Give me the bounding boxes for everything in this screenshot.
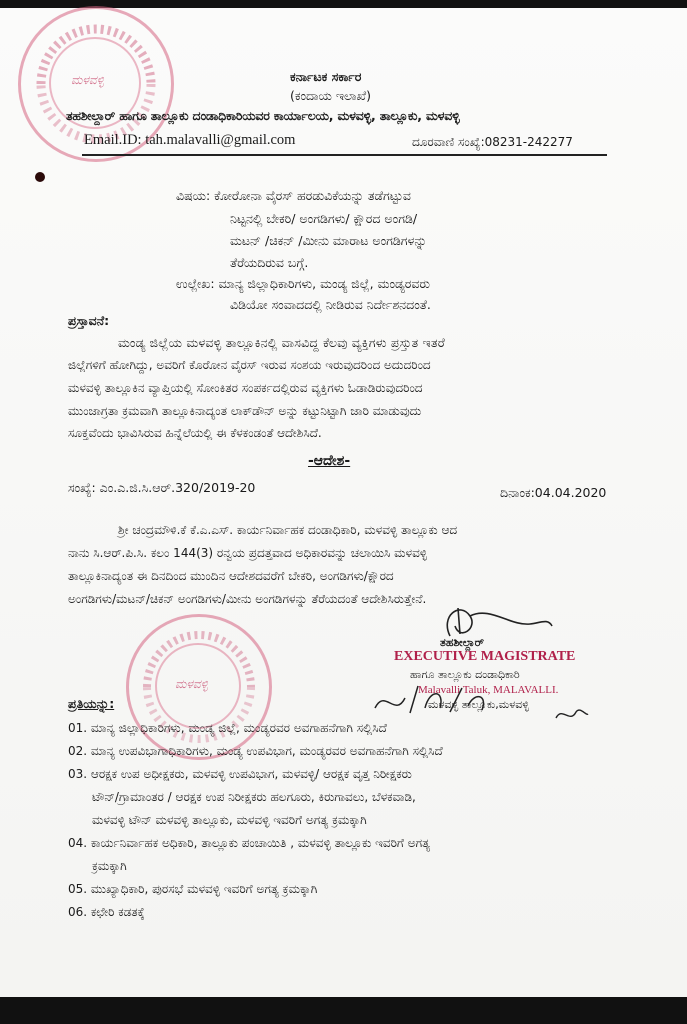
signatory-line-2: ಹಾಗೂ ತಾಲ್ಲೂಕು ದಂಡಾಧಿಕಾರಿ: [410, 668, 520, 681]
document-page: [0, 8, 687, 997]
preamble-line: ಮಂಡ್ಯ ಜಿಲ್ಲೆಯ ಮಳವಳ್ಳಿ ತಾಲ್ಲೂಕಿನಲ್ಲಿ ವಾಸವಿದ್ದ ಕೆಲವು ವ್ಯಕ್ತಿಗಳು ಪ್ರಸ್ತುತ ಇತರೆ: [118, 335, 446, 350]
order-line: ತಾಲ್ಲೂಕಿನಾದ್ಯಂತ ಈ ದಿನದಿಂದ ಮುಂದಿನ ಆದೇಶದವರೆಗೆ ಬೇಕರಿ, ಅಂಗಡಿಗಳು/ಕ್ಷೌರದ: [68, 569, 394, 583]
subject-line-1: ವಿಷಯ: ಕೋರೋನಾ ವೈರಸ್ ಹರಡುವಿಕೆಯನ್ನು ತಡೆಗಟ್ಟುವ: [176, 188, 411, 203]
preamble-line: ಮುಂಜಾಗ್ರತಾ ಕ್ರಮವಾಗಿ ತಾಲ್ಲೂಕಿನಾದ್ಯಂತ ಲಾಕ್‌ಡೌನ್ ಅನ್ನು ಕಟ್ಟುನಿಟ್ಟಾಗಿ ಜಾರಿ ಮಾಡುವುದು: [68, 404, 422, 418]
copy-item: 06. ಕಛೇರಿ ಕಡತಕ್ಕೆ: [68, 905, 145, 919]
order-line: ಶ್ರೀ ಚಂದ್ರಮೌಳಿ.ಕೆ ಕೆ.ಎ.ಎಸ್. ಕಾರ್ಯನಿರ್ವಾಹಕ ದಂಡಾಧಿಕಾರಿ, ಮಳವಳ್ಳಿ ತಾಲ್ಲೂಕು ಆದ: [118, 523, 458, 537]
executive-magistrate-stamp: EXECUTIVE MAGISTRATE: [394, 649, 576, 664]
preamble-line: ಜಿಲ್ಲೆಗಳಿಗೆ ಹೋಗಿದ್ದು, ಅವರಿಗೆ ಕೊರೋನ ವೈರಸ್ ಇರುವ ಸಂಶಯ ಇರುವುದರಿಂದ ಅದುದರಿಂದ: [68, 358, 431, 372]
seal-ring-icon: [129, 617, 269, 757]
seal-bottom-center-text: ಮಳವಳ್ಳಿ: [175, 677, 208, 691]
copy-item: ಕ್ರಮಕ್ಕಾಗಿ: [92, 859, 127, 873]
copies-heading: ಪ್ರತಿಯನ್ನು:: [68, 696, 115, 711]
order-number: ಸಂಖ್ಯೆ: ಎಂ.ಎ.ಜಿ.ಸಿ.ಆರ್.320/2019-20: [68, 480, 256, 495]
order-date: ದಿನಾಂಕ:04.04.2020: [500, 485, 607, 500]
reference-line-2: ವಿಡಿಯೋ ಸಂವಾದದಲ್ಲಿ ನೀಡಿರುವ ನಿರ್ದೇಶನದಂತೆ.: [230, 297, 431, 312]
reference-line-1: ಉಲ್ಲೇಖ: ಮಾನ್ಯ ಜಿಲ್ಲಾಧಿಕಾರಿಗಳು, ಮಂಡ್ಯ ಜಿಲ್ಲೆ, ಮಂಡ್ಯರವರು: [176, 276, 430, 291]
signatory-role-kannada: ತಹಶೀಲ್ದಾರ್: [440, 636, 485, 649]
copy-item: 02. ಮಾನ್ಯ ಉಪವಿಭಾಗಾಧಿಕಾರಿಗಳು, ಮಂಡ್ಯ ಉಪವಿಭಾಗ, ಮಂಡ್ಯರವರ ಅವಗಾಹನೆಗಾಗಿ ಸಲ್ಲಿಸಿದೆ: [68, 744, 443, 758]
subject-line-4: ತೆರೆಯದಿರುವ ಬಗ್ಗೆ.: [230, 255, 309, 270]
order-title: -ಆದೇಶ-: [308, 453, 351, 469]
seal-top-center-text: ಮಳವಳ್ಳಿ: [71, 73, 104, 87]
subject-line-2: ನಿಟ್ಟನಲ್ಲಿ ಬೇಕರಿ/ ಅಂಗಡಿಗಳು/ ಕ್ಷೌರದ ಅಂಗಡಿ/: [230, 211, 418, 226]
copy-item: 03. ಆರಕ್ಷಕ ಉಪ ಅಧೀಕ್ಷಕರು, ಮಳವಳ್ಳಿ ಉಪವಿಭಾಗ, ಮಳವಳ್ಳಿ/ ಆರಕ್ಷಕ ವೃತ್ತ ನಿರೀಕ್ಷಕರು: [68, 767, 412, 781]
handwritten-date-icon: [370, 678, 510, 722]
preamble-heading: ಪ್ರಸ್ತಾವನೆ:: [68, 313, 110, 328]
preamble-line: ಮಳವಳ್ಳಿ ತಾಲ್ಲೂಕಿನ ವ್ಯಾಪ್ತಿಯಲ್ಲಿ ಸೋಂಕಿತರ ಸಂಪರ್ಕದಲ್ಲಿರುವ ವ್ಯಕ್ತಿಗಳು ಓಡಾಡಿರುವುದರಿಂದ: [68, 381, 423, 395]
punch-hole-mark: [35, 172, 45, 182]
preamble-line: ಸೂಕ್ತವೆಂದು ಭಾವಿಸಿರುವ ಹಿನ್ನೆಲೆಯಲ್ಲಿ ಈ ಕೆಳಕಂಡಂತೆ ಆದೇಶಿಸಿದೆ.: [68, 426, 322, 440]
copy-item: 05. ಮುಖ್ಯಾಧಿಕಾರಿ, ಪುರಸಭೆ ಮಳವಳ್ಳಿ ಇವರಿಗೆ ಅಗತ್ಯ ಕ್ರಮಕ್ಕಾಗಿ: [68, 882, 318, 896]
office-name: ತಹಶೀಲ್ದಾರ್ ಹಾಗೂ ತಾಲ್ಲೂಕು ದಂಡಾಧಿಕಾರಿಯವರ ಕಾರ್ಯಾಲಯ, ಮಳವಳ್ಳಿ, ತಾಲ್ಲೂಕು, ಮಳವಳ್ಳಿ: [66, 108, 460, 123]
phone-number: ದೂರವಾಣಿ ಸಂಖ್ಯೆ:08231-242277: [412, 135, 573, 149]
copy-item: ಮಳವಳ್ಳಿ ಟೌನ್ ಮಳವಳ್ಳಿ ತಾಲ್ಲೂಕು, ಮಳವಳ್ಳಿ ಇವರಿಗೆ ಅಗತ್ಯ ಕ್ರಮಕ್ಕಾಗಿ: [92, 813, 367, 827]
office-seal-bottom: [126, 614, 272, 760]
copy-item: 01. ಮಾನ್ಯ ಜಿಲ್ಲಾಧಿಕಾರಿಗಳು, ಮಂಡ್ಯ ಜಿಲ್ಲೆ, ಮಂಡ್ಯರವರ ಅವಗಾಹನೆಗಾಗಿ ಸಲ್ಲಿಸಿದೆ: [68, 721, 387, 735]
copy-item: ಟೌನ್/ಗ್ರಾಮಾಂತರ / ಆರಕ್ಷಕ ಉಪ ನಿರೀಕ್ಷಕರು ಹಲಗೂರು, ಕಿರುಗಾವಲು, ಬೆಳಕವಾಡಿ,: [92, 790, 416, 804]
government-title: ಕರ್ನಾಟಕ ಸರ್ಕಾರ: [290, 69, 362, 84]
copy-item: 04. ಕಾರ್ಯನಿರ್ವಾಹಕ ಅಧಿಕಾರಿ, ತಾಲ್ಲೂಕು ಪಂಚಾಯಿತಿ , ಮಳವಳ್ಳಿ ತಾಲ್ಲೂಕು ಇವರಿಗೆ ಅಗತ್ಯ: [68, 836, 431, 850]
department-name: (ಕಂದಾಯ ಇಲಾಖೆ): [290, 88, 372, 103]
email-id: Email.ID: tah.malavalli@gmail.com: [84, 132, 296, 148]
order-line: ಅಂಗಡಿಗಳು/ಮಟನ್/ಚಿಕನ್ ಅಂಗಡಿಗಳು/ಮೀನು ಅಂಗಡಿಗಳನ್ನು ತೆರೆಯದಂತೆ ಆದೇಶಿಸಿರುತ್ತೇನೆ.: [68, 592, 427, 606]
signatory-line-3: Malavalli Taluk, MALAVALLI.: [418, 684, 559, 696]
header-divider: [82, 154, 607, 156]
subject-line-3: ಮಟನ್ /ಚಿಕನ್ /ಮೀನು ಮಾರಾಟ ಅಂಗಡಿಗಳನ್ನು: [230, 233, 427, 248]
signatory-line-4: ಮಳವಳ್ಳಿ ತಾಲ್ಲೂಕು,ಮಳವಳ್ಳಿ: [428, 698, 529, 711]
bottom-frame: [0, 997, 687, 1024]
order-line: ನಾನು ಸಿ.ಆರ್.ಪಿ.ಸಿ. ಕಲಂ 144(3) ರನ್ವಯ ಪ್ರದತ್ತವಾದ ಅಧಿಕಾರವನ್ನು ಚಲಾಯಿಸಿ ಮಳವಳ್ಳಿ: [68, 546, 428, 560]
initials-scribble-icon: [552, 702, 592, 726]
